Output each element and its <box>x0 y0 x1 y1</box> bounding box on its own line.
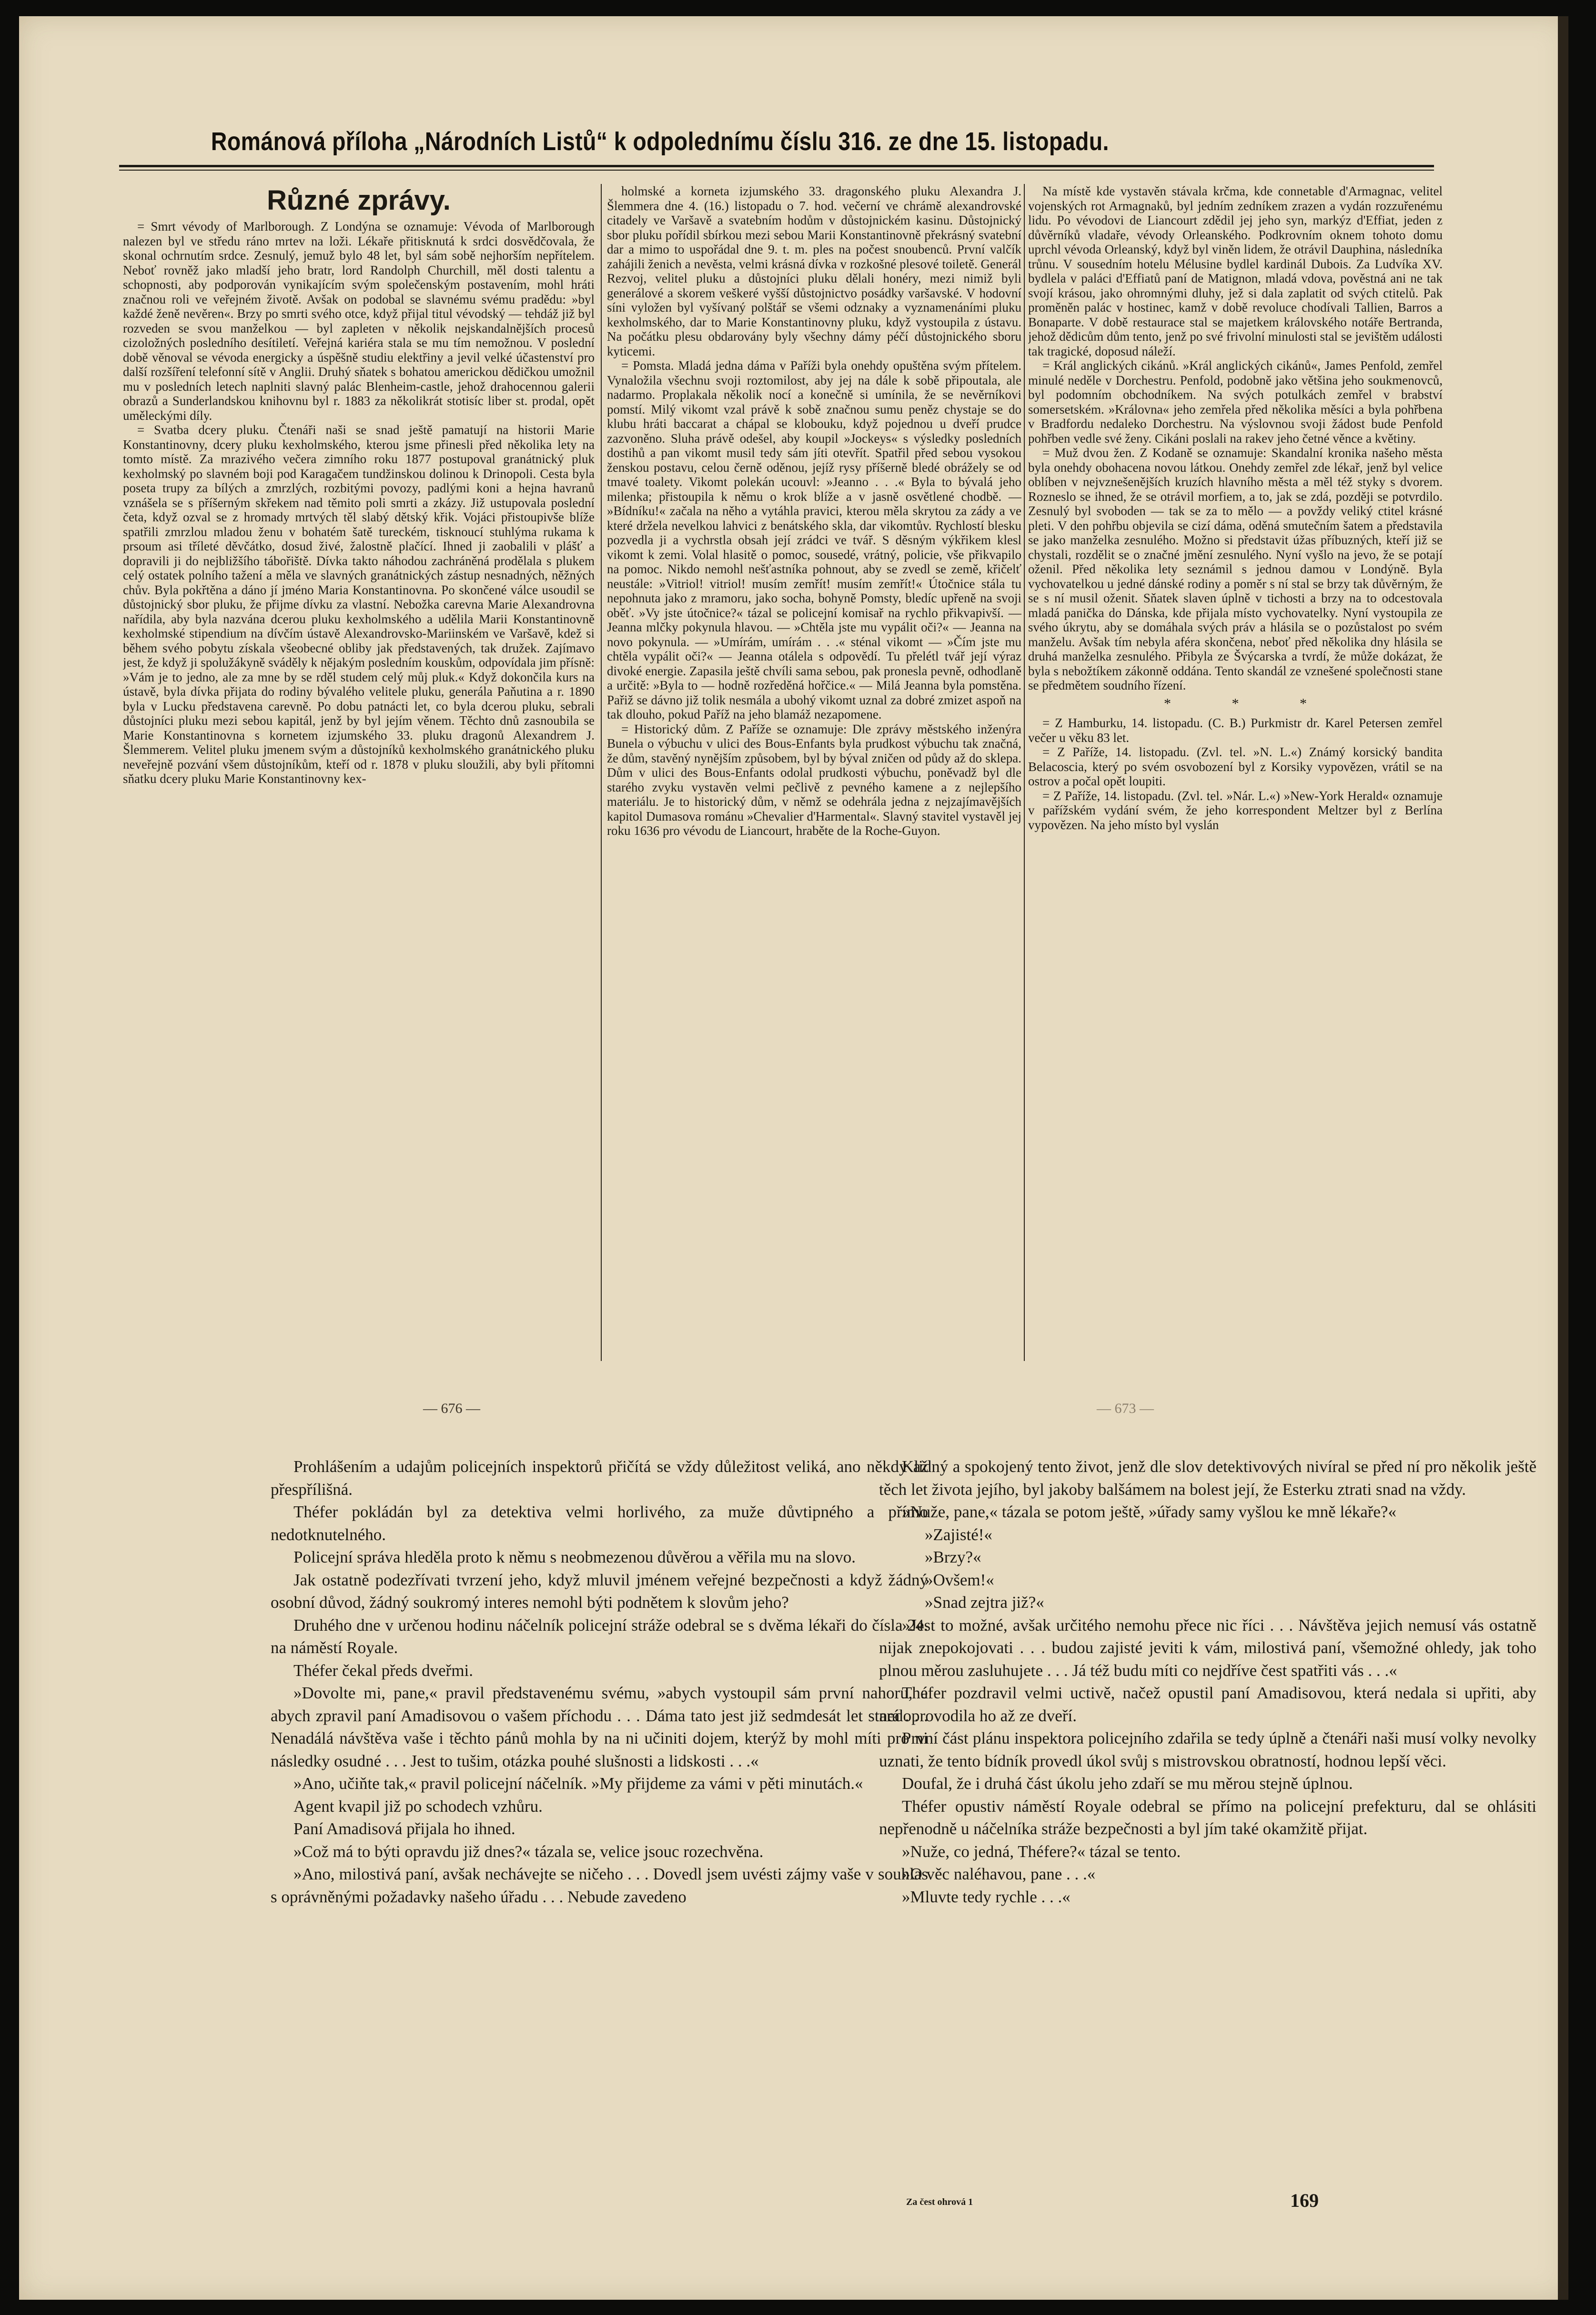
footer-page-number: 169 <box>1290 2190 1319 2211</box>
news-item: = Historický dům. Z Paříže se oznamuje: Dle zprávy městského inženýra Bunela o výbuchu v ulici des Bous-Enfants byla prudkost výbuchu tak značná, že dům, stavěný nynějším způsobem, byl by býval zničen od půdy až do sklepa. Dům v ulici des Bous-Enfants odolal prudkosti výbuchu, poněvadž byl dle starého zvyku vystavěn velmi pečlivě z pevného kamene a z nejlepšího materiálu. Je to historický dům, v němž se odehrála jedna z nejzajímavějších kapitol Dumasova románu »Chevalier d'Harmental«. Slavný stavitel vystavěl jej roku 1636 pro vévodu de Liancourt, hraběte de la Roche-Guyon. <box>607 721 1021 838</box>
novel-paragraph: »O věc naléhavou, pane . . .« <box>902 1865 1096 1883</box>
column-divider <box>601 184 602 1361</box>
novel-paragraph: Druhého dne v určenou hodinu náčelník policejní stráže odebral se s dvěma lékaři do čísla 24. na náměstí Royale. <box>271 1615 928 1657</box>
news-item: = Z Paříže, 14. listopadu. (Zvl. tel. »Nár. L.«) »New-York Herald« oznamuje v pařížském vydání svém, že jeho korrespondent Meltzer byl z Berlína vypovězen. Na jeho místo byl vyslán <box>1028 788 1443 832</box>
news-item: = Smrt vévody of Marlborough. Z Londýna se oznamuje: Vévoda of Marlborough nalezen byl ve středu ráno mrtev na loži. Lékaře přitisknutá k srdci dosvědčovala, že skonal ochrnutím srdce. Zesnulý, jemuž bylo 48 let, byl sám sobě nejhorším nepřítelem. Neboť rovněž jako mladší jeho bratr, lord Randolph Churchill, měl dosti talentu a schopnosti, aby podporován vynikajícím svým společenským postavením, mohl hráti značnou roli ve veřejném životě. Avšak on podobal se slavnému svému pradědu: »byl každé ženě nevěren«. Brzy po smrti svého otce, když přijal titul vévodský — tehdáž již byl rozveden se svou manželkou — byl zapleten v několik nejskandalnějších procesů cizoložných posledního desítiletí. Veřejná kariéra stala se mu tím nemožnou. V poslední době věnoval se vévoda energicky a úspěšně studiu elektřiny a jevil velké účastenství pro další rozšíření telefonní sítě v Anglii. Druhý sňatek s bohatou americkou dědičkou umožnil mu v posledních letech naplniti slavný palác Blenheim-castle, jehož drahocennou galerii obrazů a Sunderlandskou knihovnu byl r. 1883 za několikrát stotisíc liber st. prodal, opět uměleckými díly. <box>123 219 595 423</box>
news-item: = Pomsta. Mladá jedna dáma v Paříži byla onehdy opuštěna svým přítelem. Vynaložila všechnu svoji roztomilost, aby jej na dále k sobě připoutala, ale nadarmo. Proplakala několik nocí a konečně si umínila, že se nevěrníkovi pomstí. Milý vikomt vzal právě k sobě značnou sumu peněz chystaje se do klubu hráti baccarat a chápal se klobouku, když pojednou u dveří prudce zazvoněno. Sluha právě odešel, aby koupil »Jockeys« s výsledky posledních dostihů a pan vikomt musil tedy sám jíti otevřít. Spatřil před sebou vysokou ženskou postavu, celou černě oděnou, jejíž rysy příšerně bledé obrážely se od tmavé toalety. Vikomt polekán ucouvl: »Jeanno . . .« Byla to bývalá jeho milenka; přistoupila k němu o krok blíže a v jasně osvětlené chodbě. — »Bídníku!« začala na něho a vytáhla pravici, kterou měla skrytou za zády a ve které držela nevelkou lahvici z benátského skla, dar vikomtův. Rychlostí blesku pozvedla ji a vychrstla obsah její zrádci ve tvář. S děsným výkřikem klesl vikomt k zemi. Volal hlasitě o pomoc, sousedé, vrátný, policie, vše přikvapilo na pomoc. Nikdo nemohl nešťastníka pohnout, aby se zvedl se země, křičelť neustále: »Vitriol! vitriol! musím zemřít! musím zemřít!« Útočnice stála tu nepohnuta jako z mramoru, jako socha, bohyně Pomsty, bledíc upřeně na svoji oběť. »Vy jste útočnice?« tázal se policejní komisař na rychlo přikvapivší. — Jeanna mlčky pokynula hlavou. — »Chtěla jste mu vypálit oči?« — Jeanna na novo pokynula. — »Umírám, umírám . . .« sténal vikomt — »Čím jste mu chtěla vypálit oči?« — Jeanna otálela s odpovědí. Tu přelétl tvář její výraz divoké energie. Zapasila ještě chvíli sama sebou, pak pronesla pevně, odhodlaně a určitě: »Byla to — hodně rozředěná hořčice.« — Milá Jeanna byla pomstěna. Pařiž se dávno již tolik nesmála a ubohý vikomt uznal za dobré zmizet aspoň na tak dlouho, pokud Paříž na jeho blamáž nezapomene. <box>607 358 1021 721</box>
novel-paragraph: »Ano, učiňte tak,« pravil policejní náčelník. »My přijdeme za vámi v pěti minutách.« <box>293 1774 863 1793</box>
novel-paragraph: Doufal, že i druhá část úkolu jeho zdaří se mu měrou stejně úplnou. <box>902 1774 1353 1793</box>
novel-paragraph: Théfer opustiv náměstí Royale odebral se přímo na policejní prefekturu, dal se ohlásiti nepřenodně u náčelníka stráže bezpečnosti a byl jím také okamžitě přijat. <box>879 1797 1536 1838</box>
header-rule-thin <box>119 170 1434 171</box>
news-item: = Král anglických cikánů. »Král anglických cikánů«, James Penfold, zemřel minulé neděle v Dorchestru. Penfold, podobně jako většina jeho soukmenovců, byl podomním obchodníkem. Na svých potulkách zemřel v brabství somersetském. »Královna« jeho zemřela před několika měsíci a byla pohřbena v Bradfordu nedaleko Dorchestru. Na výslovnou svoji žádost bude Penfold pohřben vedle své ženy. Cikáni poslali na rakev jeho četné věnce a květiny. <box>1028 358 1443 446</box>
page-number-left: — 676 — <box>423 1401 480 1416</box>
novel-paragraph: »Jest to možné, avšak určitého nemohu přece nic říci . . . Návštěva jejich nemusí vás ostatně nijak znepokojovati . . . budou zajisté jeviti k vám, milostivá paní, všemožné ohledy, jak toho plnou měrou zasluhujete . . . Já též budu míti co nejdříve čest spatřiti vás . . .« <box>879 1615 1536 1680</box>
section-separator: * * * <box>1164 695 1335 711</box>
novel-paragraph: »Dovolte mi, pane,« pravil představenému svému, »abych vystoupil sám první nahoru, a abych zpravil paní Amadisovou o vašem příchodu . . . Dáma tato jest již sedmdesát let stará . . . Nenadálá návštěva vaše i těchto pánů mohla by na ni učiniti dojem, kterýž by mohl míti pro ni následky osudné . . . Jest to tušim, otázka pouhé slušnosti a lidskosti . . .« <box>271 1684 928 1770</box>
footer-note: Za čest ohrová 1 <box>906 2197 973 2207</box>
page-header: Románová příloha „Národních Listů“ k odpolednímu číslu 316. ze dne 15. listopadu. <box>211 127 1109 156</box>
page-edge <box>1558 16 1568 2300</box>
novel-paragraph: »Brzy?« <box>925 1548 981 1566</box>
novel-paragraph: Klidný a spokojený tento život, jenž dle slov detektivových nivíral se před ní pro několik ještě těch let života jejího, byl jakoby balšámem na bolest její, že Esterku ztrati snad na vždy. <box>879 1457 1536 1499</box>
novel-paragraph: Théfer pokládán byl za detektiva velmi horlivého, za muže důvtipného a přímo nedotknutelného. <box>271 1503 928 1544</box>
novel-paragraph: Agent kvapil již po schodech vzhůru. <box>293 1797 543 1816</box>
page-number-right: — 673 — <box>1097 1401 1154 1416</box>
section-title: Různé zprávy. <box>267 185 451 216</box>
novel-paragraph: »Nuže, pane,« tázala se potom ještě, »úřady samy vyšlou ke mně lékaře?« <box>902 1503 1396 1521</box>
novel-paragraph: Paní Amadisová přijala ho ihned. <box>293 1819 515 1838</box>
news-item: = Z Hamburku, 14. listopadu. (C. B.) Purkmistr dr. Karel Petersen zemřel večer u věku 83 let. <box>1028 716 1443 745</box>
news-item: holmské a korneta izjumského 33. dragonského pluku Alexandra J. Šlemmera dne 4. (16.) listopadu o 7. hod. večerní ve chrámě alexandrovské citadely ve Varšavě a svatebním hodům v důstojnickém kasinu. Důstojnický sbor pluku pořídil sbírkou mezi sebou Marii Konstantinovně překrásný svatební dar a mimo to uspořádal dne 9. t. m. ples na počest snoubenců. První valčík zahájili ženich a nevěsta, velmi krásná dívka v rozkošné plesové toiletě. Generál Rezvoj, velitel pluku a důstojníci pluku dělali honéry, mezi nimiž byli generálové a skorem veškeré vyšší důstojnictvo posádky varšavské. V hodovní síni vyložen byl vyšívaný polštář se všemi odznaky a vyznamenáními pluku kexholmského, dar to Marie Konstantinovny pluku, když vystoupila z ústavu. Na počátku plesu obdarovány byly všechny dámy péčí důstojnického sboru kyticemi. <box>607 184 1021 358</box>
news-item: Na místě kde vystavěn stávala krčma, kde connetable d'Armagnac, velitel vojenských rot Armagnaků, byl jedním zedníkem zrazen a vydán rozzuřenému lidu. Po vévodovi de Liancourt zdědil jej jeho syn, markýz d'Effiat, jeden z důvěrníků vladaře, vévody Orleanského. Podkrovním oknem tohoto domu uprchl vévoda Orleanský, když byl viněn lidem, že otrávil Dauphina, následníka trůnu. V sousedním hotelu Mélusine bydlel kardinál Dubois. Za Ludvíka XV. bydlela v paláci d'Effiatů paní de Matignon, mladá vdova, pověstná ani ne tak svojí krásou, jako ohromnými dluhy, jež si dala zaplatit od svých ctitelů. Pak proměněn palác v hostinec, kamž v době revoluce chodívali Tallien, Barros a Bonaparte. V době restaurace stal se majetkem královského notáře Bertranda, jehož dědicům dům tento, jenž po své frivolní minulosti stal se jevištěm události tak tragické, doposud náleží. <box>1028 184 1443 358</box>
novel-paragraph: »Snad zejtra již?« <box>925 1593 1044 1612</box>
news-item: = Muž dvou žen. Z Kodaně se oznamuje: Skandalní kronika našeho města byla onehdy obohacena novou látkou. Onehdy zemřel zde lékař, jenž byl velice oblíben v nejvznešenějších kruzích hlavního města a měl též styky s dvorem. Rozneslo se ihned, že se otrávil morfiem, a to, jak se zdá, později se potvrdilo. Zesnulý byl svoboden — tak se za to mělo — a povždy veliký ctitel krásné pleti. V den pohřbu objevila se cizí dáma, oděná smutečním šatem a představila se jako manželka zesnulého. Možno si představit úžas příbuzných, kteří již se chystali, rozdělit se o značné jmění zesnulého. Nyní vyšlo na jevo, že se potají oženil. Před několika lety seznámil s jednou damou v Londýně. Byla vychovatelkou u jedné dánské rodiny a poměr s ní stal se brzy tak důvěrným, že se s ní musil oženit. Sňatek slaven úplně v tichosti a brzy na to odcestovala mladá panička do Dánska, kde přijala místo vychovatelky. Nyní vystoupila ze svého úkrytu, aby se domáhala svých práv a hlásila se o pozůstalost po svém manželu. Avšak tím nebyla aféra skončena, neboť před několika dny hlásila se druhá manželka zesnulého. Přibyla ze Švýcarska a tvrdí, že může dokázat, že byla s nebožtíkem zákonně oddána. Tento skandál ze vznešené společnosti stane se předmětem soudního řízení. <box>1028 446 1443 692</box>
novel-paragraph: »Ano, milostivá paní, avšak nechávejte se ničeho . . . Dovedl jsem uvésti zájmy vaše v souhlas s oprávněnými požadavky našeho úřadu . . . Nebude zavedeno <box>271 1865 928 1906</box>
news-item: = Z Paříže, 14. listopadu. (Zvl. tel. »N. L.«) Známý korsický bandita Belacoscia, který po svém osvobození byl z Korsiky vypovězen, vrátil se na ostrov a počal opět loupiti. <box>1028 745 1443 788</box>
column-divider <box>1024 184 1025 1361</box>
novel-column-right <box>879 1455 1536 1908</box>
news-column-3 <box>1028 184 1443 1361</box>
novel-paragraph: Prohlášením a udajům policejních inspektorů přičítá se vždy důležitost veliká, ano někdy až přespřílišná. <box>271 1457 928 1499</box>
novel-paragraph: »Zajisté!« <box>925 1525 992 1544</box>
header-rule <box>119 165 1434 167</box>
novel-paragraph: První část plánu inspektora policejního zdařila se tedy úplně a čtenáři naši musí volky nevolky uznati, že tento bídník provedl úkol svůj s mistrovskou obratností, hodnou lepší věci. <box>879 1729 1536 1770</box>
news-item: = Svatba dcery pluku. Čtenáři naši se snad ještě pamatují na historii Marie Konstantinovny, dcery pluku kexholmského, kterou jsme přinesli před několika lety na tomto místě. Za mrazivého večera zimního roku 1877 postupoval granátnický pluk kexholmský po slavném boji pod Karagačem tundžinskou dolinou k Drinopoli. Cesta byla poseta trupy za bílých a zmrzlých, rozbitými povozy, padlými koni a hejna havranů vznášela se s příšerným skřekem nad těmito poli smrti a zkázy. Již ustupovala poslední četa, když ozval se z hromady mrtvých těl slabý dětský křik. Vojáci přistoupivše blíže spatřili zmrzlou mladou ženu v bohatém šatě tureckém, tisknoucí stuhlýma rukama k prsoum asi tříleté děvčátko, dosud živé, žalostně plačící. Ihned ji zaobalili v plášť a dopravili ji do nejbližšího tábořiště. Dívka takto náhodou zachráněná prodělala s plukem celý ostatek polního tažení a měla ve slavných granátnických zástup nesnadných, něžných chův. Byla pokřtěna a dáno jí jméno Maria Konstantinovna. Po skončené válce usoudil se důstojnický sbor pluku, že přijme dívku za vlastní. Nebožka carevna Marie Alexandrovna nařídila, aby byla nazvána dcerou pluku kexholmského a udělila Marii Konstantinovně kexholmské stipendium na dívčím ústavě Alexandrovsko-Mariinském ve Varšavě, kdež si během svého pobytu získala všeobecné obliby jak představených, tak družek. Zajímavo jest, že když ji spolužákyně sváděly k nějakým posledním kouskům, odpovídala jim přísně: »Vám je to jedno, ale za mne by se rděl studem celý můj pluk.« Když dokončila kurs na ústavě, byla dívka přijata do rodiny bývalého velitele pluku, generála Paňutina a r. 1890 byla v Lucku představena carevně. Po dobu patnácti let, co byla dcerou pluku, sebrali důstojníci pluku mezi sebou kapitál, jenž by byl jejím věnem. Těchto dnů zasnoubila se Marie Konstantinovna s kornetem izjumského 33. pluku dragonů Alexandrem J. Šlemmerem. Velitel pluku jmenem svým a důstojníků kexholmského granátnického pluku neveřejně pozvání všem důstojníkům, kteří od r. 1878 v pluku sloužili, aby byli přítomni sňatku dcery pluku Marie Konstantinovny kex- <box>123 423 595 786</box>
news-column-2 <box>607 184 1021 1361</box>
novel-paragraph: Policejní správa hleděla proto k němu s neobmezenou důvěrou a věřila mu na slovo. <box>293 1548 856 1566</box>
novel-paragraph: »Nuže, co jedná, Théfere?« tázal se tento. <box>902 1842 1181 1861</box>
novel-paragraph: »Ovšem!« <box>925 1570 994 1589</box>
novel-paragraph: Jak ostatně podezřívati tvrzení jeho, když mluvil jménem veřejné bezpečnosti a když žádný osobní důvod, žádný soukromý interes nemohl býti podnětem k slovům jeho? <box>271 1570 928 1612</box>
news-column-1 <box>123 184 595 1361</box>
novel-paragraph: »Což má to býti opravdu již dnes?« tázala se, velice jsouc rozechvěna. <box>293 1842 764 1861</box>
newspaper-page <box>19 16 1568 2300</box>
novel-paragraph: Théfer čekal předs dveřmi. <box>293 1661 474 1680</box>
novel-column-left <box>271 1455 928 1908</box>
novel-paragraph: Théfer pozdravil velmi uctivě, načež opustil paní Amadisovou, která nedala si upřiti, aby nedoprovodila ho až ze dveří. <box>879 1684 1536 1725</box>
novel-paragraph: »Mluvte tedy rychle . . .« <box>902 1887 1071 1906</box>
